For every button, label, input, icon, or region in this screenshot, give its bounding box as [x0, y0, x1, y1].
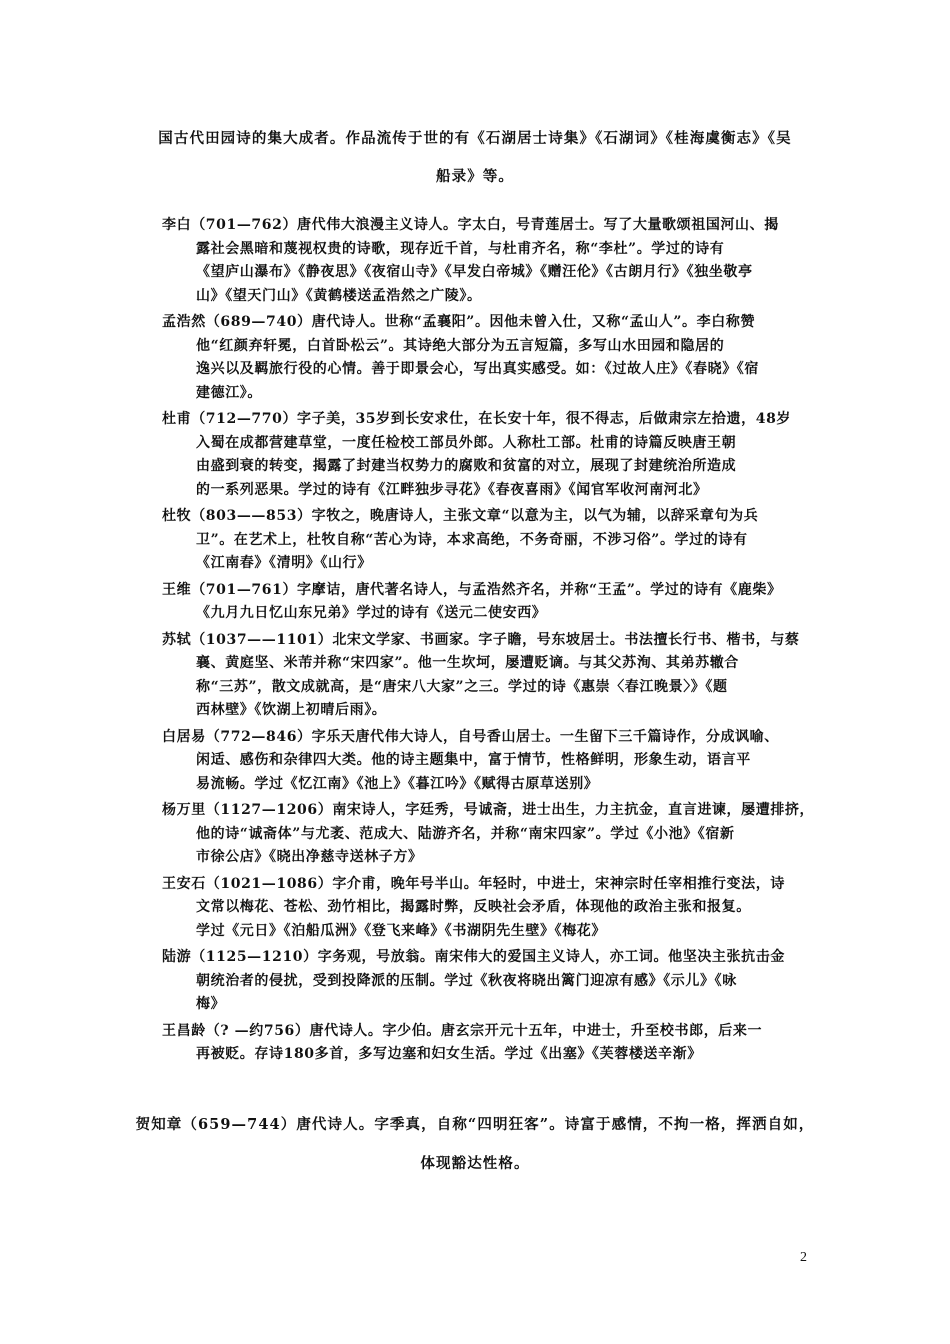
poet-entry-heading-line: 王安石（1021—1086）字介甫，晚年号半山。年轻时，中进士，宋神宗时任宰相推行变法，诗 [162, 875, 785, 892]
poet-entry-text-line: 《江南春》《清明》《山行》 [196, 555, 372, 571]
poet-entry-heading-line: 孟浩然（689—740）唐代诗人。世称“孟襄阳”。因他未曾入仕，又称“孟山人”。李白称赞 [162, 314, 756, 330]
poet-entry-text-line: 文常以梅花、苍松、劲竹相比，揭露时弊，反映社会矛盾，体现他的政治主张和报复。 [196, 899, 751, 915]
poet-entry-heading-line: 陆游（1125—1210）字务观，号放翁。南宋伟大的爱国主义诗人，亦工词。他坚决主张抗击金 [162, 949, 785, 965]
poet-entry [162, 505, 822, 576]
poet-entry-text-line: 闲适、感伤和杂律四大类。他的诗主题集中，富于情节，性格鲜明，形象生动，语言平 [196, 752, 751, 768]
poet-entry-heading-line: 杜甫（712—770）字子美，35岁到长安求仕，在长安十年，很不得志，后做肃宗左拾遗，48岁 [162, 411, 792, 427]
poet-entry-text-line: 露社会黑暗和蔑视权贵的诗歌，现存近千首，与杜甫齐名，称“李杜”。学过的诗有 [196, 240, 725, 257]
poet-entry-text-line: 梅》 [196, 996, 226, 1012]
poet-entry [162, 873, 822, 944]
poet-entry [162, 408, 822, 502]
poet-entry [162, 726, 822, 797]
poet-entry [162, 579, 822, 626]
poet-entry-heading-line: 王维（701—761）字摩诘，唐代著名诗人，与孟浩然齐名，并称“王孟”。学过的诗有《鹿柴》 [162, 581, 782, 598]
poet-entry-text-line: 学过《元日》《泊船瓜洲》《登飞来峰》《书湖阴先生壁》《梅花》 [196, 922, 606, 939]
poet-entry-heading-line: 王昌龄（? —约756）唐代诗人。字少伯。唐玄宗开元十五年，中进士，升至校书郎，后来一 [162, 1022, 763, 1039]
intro-line-1: 国古代田园诗的集大成者。作品流传于世的有《石湖居士诗集》《石湖词》《桂海虞衡志》《吴 [158, 130, 792, 147]
poet-entry-text-line: 再被贬。存诗180多首，多写边塞和妇女生活。学过《出塞》《芙蓉楼送辛渐》 [196, 1046, 702, 1062]
poet-entry-text-line: 逸兴以及羁旅行役的心情。善于即景会心，写出真实感受。如：《过故人庄》《春晓》《宿 [196, 361, 759, 377]
poet-entry-text-line: 建德江》。 [196, 384, 262, 401]
poet-entry-text-line: 由盛到衰的转变，揭露了封建当权势力的腐败和贫富的对立，展现了封建统治所造成 [196, 458, 737, 474]
poet-entry-text-line: 卫”。在艺术上，杜牧自称“苦心为诗，本求高绝，不务奇丽，不涉习俗”。学过的诗有 [196, 531, 748, 548]
intro-line-2: 船录》等。 [436, 168, 514, 185]
poet-entry [162, 629, 822, 723]
poet-entry-text-line: 襄、黄庭坚、米芾并称“宋四家”。他一生坎坷，屡遭贬谪。与其父苏洵、其弟苏辙合 [196, 655, 739, 671]
poet-entry-heading-line: 杜牧（803——853）字牧之，晚唐诗人，主张文章“以意为主，以气为辅，以辞采章句为兵 [162, 508, 759, 524]
poet-entry [162, 799, 822, 870]
poet-entry-text-line: 的一系列恶果。学过的诗有《江畔独步寻花》《春夜喜雨》《闻官军收河南河北》 [196, 481, 708, 498]
poet-entry-text-line: 朝统治者的侵扰，受到投降派的压制。学过《秋夜将晓出篱门迎凉有感》《示儿》《咏 [196, 972, 737, 989]
poet-entries-list [162, 214, 822, 1070]
poet-entry-text-line: 市徐公店》《晓出净慈寺送林子方》 [196, 849, 423, 865]
poet-entry [162, 946, 822, 1017]
poet-entry-text-line: 他“红颜弃轩冕，白首卧松云”。其诗绝大部分为五言短篇，多写山水田园和隐居的 [196, 337, 725, 354]
poet-entry-text-line: 入蜀在成都营建草堂，一度任检校工部员外郎。人称杜工部。杜甫的诗篇反映唐王朝 [196, 434, 737, 451]
poet-entry-heading-line: 苏轼（1037——1101）北宋文学家、书画家。字子瞻，号东坡居士。书法擅长行书、楷书，与蔡 [162, 631, 800, 648]
poet-entry-text-line: 称“三苏”，散文成就高，是“唐宋八大家”之三。学过的诗《惠崇〈春江晚景〉》《题 [196, 678, 728, 695]
tail-line-2: 体现豁达性格。 [420, 1155, 530, 1172]
poet-entry-heading-line: 杨万里（1127—1206）南宋诗人，字廷秀，号诚斋，进士出生，力主抗金，直言进谏，屡遭排挤， [162, 802, 815, 818]
poet-entry [162, 1020, 822, 1067]
page-number: 2 [800, 1250, 807, 1265]
poet-entry-text-line: 山》《望天门山》《黄鹤楼送孟浩然之广陵》。 [196, 287, 482, 304]
poet-entry-text-line: 他的诗“诚斋体”与尤袤、范成大、陆游齐名，并称“南宋四家”。学过《小池》《宿新 [196, 825, 735, 842]
poet-entry-text-line: 《九月九日忆山东兄弟》学过的诗有《送元二使安西》 [196, 605, 547, 621]
poet-entry-text-line: 易流畅。学过《忆江南》《池上》《暮江吟》《赋得古原草送别》 [196, 775, 599, 792]
poet-entry-text-line: 《望庐山瀑布》《静夜思》《夜宿山寺》《早发白帝城》《赠汪伦》《古朗月行》《独坐敬亭 [196, 264, 753, 280]
tail-line-1: 贺知章（659—744）唐代诗人。字季真，自称“四明狂客”。诗富于感情，不拘一格，挥洒自如， [135, 1116, 815, 1133]
poet-entry [162, 214, 822, 308]
poet-entry-heading-line: 白居易（772—846）字乐天唐代伟大诗人，自号香山居士。一生留下三千篇诗作，分成讽喻、 [162, 728, 779, 745]
poet-entry [162, 311, 822, 405]
poet-entry-heading-line: 李白（701—762）唐代伟大浪漫主义诗人。字太白，号青莲居士。写了大量歌颂祖国河山、揭 [162, 217, 779, 233]
poet-entry-text-line: 西林壁》《饮湖上初晴后雨》。 [196, 702, 387, 718]
